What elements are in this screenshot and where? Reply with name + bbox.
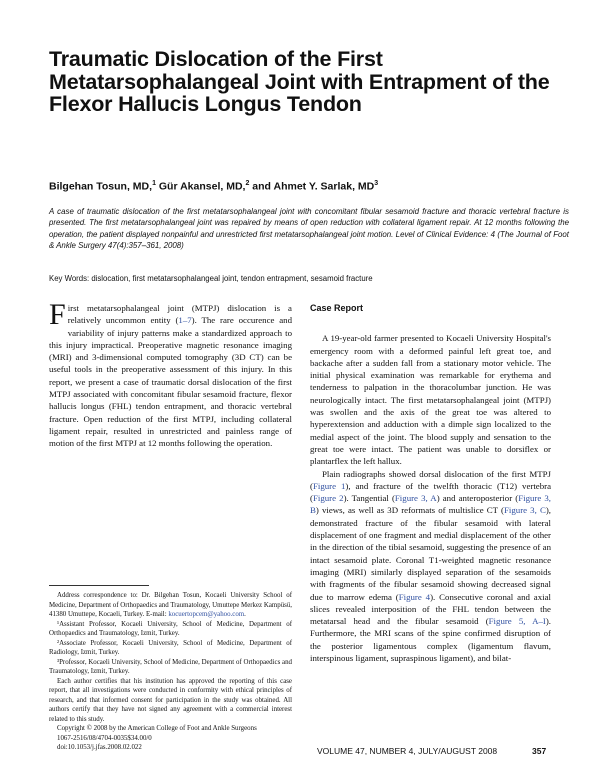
case-text-d: ) and anteroposterior (	[436, 493, 519, 504]
figure-link-1[interactable]: Figure 1	[312, 480, 346, 491]
article-title: Traumatic Dislocation of the First Metatarsophalangeal Joint with Entrapment of the Flexor Hallucis Longus Tendon	[49, 47, 550, 116]
intro-text-2: ). The rare occurence and variability of injury patterns make a standardized approach to this injury impractical. Preoperative magnetic resonance imaging (MRI) and 3-dimensional computed tomography (3D CT) can be useful tools in the preoperative assessment of this injury. In this report, we present a case of traumatic dorsal dislocation of the first MTPJ associated with concomitant fibular sesamoid fracture, flexor hallucis longus (FHL) tendon entrapment, and thoracic vertebral fracture. Open reduction of the first MTPJ, including collateral ligament repair, resulted in unrestricted and painless range of motion of the first MTPJ at 12 months following the operation.	[49, 315, 293, 449]
author-list	[49, 180, 569, 193]
correspondence-end: .	[244, 611, 246, 618]
author-3-affiliation: 3	[374, 180, 379, 187]
figure-link-3c[interactable]: Figure 3, C	[503, 505, 546, 516]
footer-journal-info: VOLUME 47, NUMBER 4, JULY/AUGUST 2008	[317, 746, 498, 756]
keywords: Key Words: dislocation, first metatarsophalangeal joint, tendon entrapment, sesamoid fracture	[49, 274, 373, 283]
author-conjunction: and	[252, 180, 271, 193]
case-text-g: ). Consecutive coronal and axial slices revealed interposition of the FHL tendon between the metatarsal head and the fibular sesamoid (	[310, 591, 551, 627]
footnote-divider	[49, 585, 149, 586]
case-paragraph-2	[310, 468, 551, 665]
page-number: 357	[532, 746, 547, 756]
case-text-h: ). Furthermore, the MRI scans of the spine confirmed disruption of the posterior ligamentous complex (ligamentum flavum, interspinous ligament, supraspinous ligament), and bilat-	[310, 616, 551, 664]
affiliation-3: ³Professor, Kocaeli University, School of Medicine, Department of Orthopaedics and Traumatology, Izmit, Turkey.	[49, 658, 292, 675]
section-heading-case-report: Case Report	[310, 303, 364, 313]
left-column	[49, 298, 293, 450]
figure-link-3a[interactable]: Figure 3, A	[394, 493, 437, 504]
figure-link-2[interactable]: Figure 2	[312, 493, 344, 504]
footnotes	[49, 591, 292, 753]
figure-link-5[interactable]: Figure 5, A–I	[488, 616, 546, 627]
doi-line: doi:10.1053/j.jfas.2008.02.022	[57, 744, 142, 751]
figure-link-3b[interactable]: Figure 3, B	[310, 493, 552, 516]
issn-line: 1067-2516/08/4704-0035$34.00/0	[57, 734, 152, 742]
ethics-statement: Each author certifies that his institution has approved the reporting of this case report, that all investigations were conducted in conformity with ethical principles of research, and that informed consent for participation in the study was obtained. All authors certify that they have not signed any agreement with a commercial interest related to this study.	[49, 677, 292, 723]
email-link[interactable]: kocuertopcem@yahoo.com	[168, 611, 245, 618]
intro-paragraph	[49, 298, 293, 450]
affiliation-2: ²Associate Professor, Kocaeli University, School of Medicine, Department of Radiology, Izmit, Turkey.	[49, 639, 292, 656]
case-paragraph-1: A 19-year-old farmer presented to Kocaeli University Hospital's emergency room with a deformed painful left great toe, and backache after a sudden fall from a stationary motor vehicle. The initial physical examination was remarkable for erythema and tenderness to palpation in the thoracolumbar junction. He was neurologically intact. The first metatarsophalangeal joint (MTPJ) was swollen and the axis of the great toe was altered to hyperextension and adduction with a dimple sign localized to the medial aspect of the joint. The blood supply and sensation to the great toe were intact. The patient was unable to dorsiflex or plantarflex the left hallux.	[310, 333, 551, 467]
author-3: Ahmet Y. Sarlak, MD	[273, 180, 375, 193]
affiliation-1: ¹Assistant Professor, Kocaeli University, School of Medicine, Department of Orthopaedics and Traumatology, Izmit, Turkey.	[49, 620, 292, 637]
case-text-e: ) views, as well as 3D reformats of multislice CT (	[315, 505, 504, 516]
case-text-f: ), demonstrated fracture of the fibular sesamoid with lateral displacement of one fragment and medial displacement of the other in the direction of the tibial sesamoid, suggesting the presence of an intact sesamoid plate. Coronal T1-weighted magnetic resonance imaging (MRI) similarly displayed separation of the sesamoids with fragments of the fibular sesamoid showing decreased signal due to marrow edema (	[310, 505, 552, 602]
case-text-b: ), and fracture of the twelfth thoracic (T12) vertebra (	[310, 480, 551, 504]
drop-cap: F	[49, 298, 66, 331]
right-column	[310, 302, 551, 664]
correspondence-text: Address correspondence to: Dr. Bilgehan Tosun, Kocaeli University School of Medicine, Department of Orthopaedics and Traumatology, Umuttepe Merkez Kampüsü, 41380 Umuttepe, Kocaeli, Turkey. E-mail:	[49, 592, 292, 618]
author-1-affiliation: 1	[152, 180, 156, 187]
author-1: Bilgehan Tosun, MD,	[49, 180, 153, 193]
author-2: Gür Akansel, MD,	[158, 180, 246, 193]
author-2-affiliation: 2	[245, 180, 250, 187]
correspondence-note	[49, 591, 292, 620]
abstract: A case of traumatic dislocation of the first metatarsophalangeal joint with concomitant fibular sesamoid fracture and thoracic vertebral fracture is presented. The first metatarsophalangeal joint was repaired by means of open reduction with collateral ligament repair. At 12 months following the operation, the patient displayed nonpainful and unrestricted first metatarsophalangeal joint motion. Level of Clinical Evidence: 4 (The Journal of Foot & Ankle Surgery 47(4):357–361, 2008)	[49, 207, 569, 251]
reference-link-1-7[interactable]: 1–7	[178, 315, 192, 326]
copyright-line: Copyright © 2008 by the American College of Foot and Ankle Surgeons	[57, 725, 257, 732]
case-text-c: ). Tangential (	[343, 493, 395, 504]
figure-link-4[interactable]: Figure 4	[398, 591, 431, 602]
intro-text-1: irst metatarsophalangeal joint (MTPJ) dislocation is a relatively uncommon entity (	[67, 303, 292, 326]
case-text-a: Plain radiographs showed dorsal dislocation of the first MTPJ (	[310, 468, 551, 491]
